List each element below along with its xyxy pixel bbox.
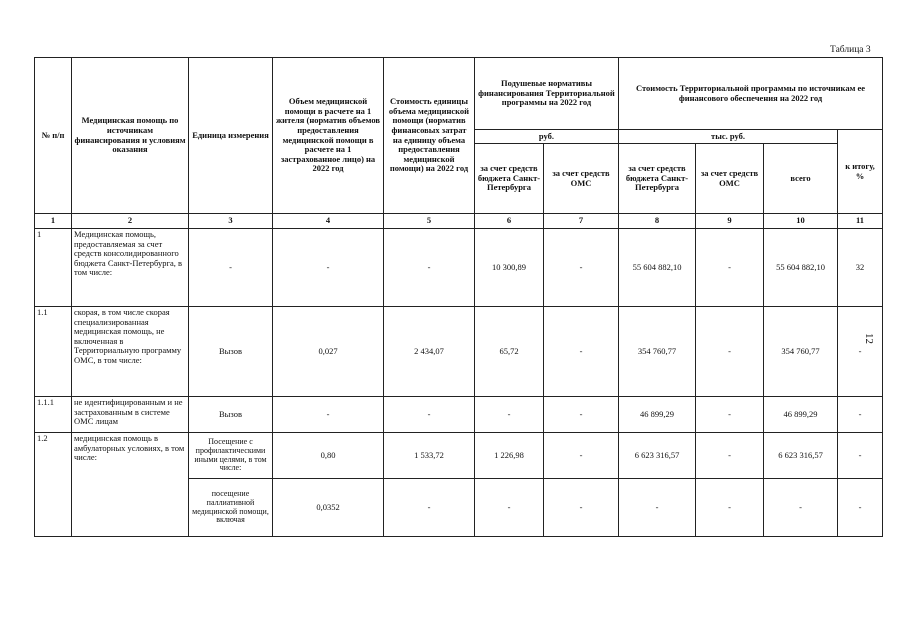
row-name: медицинская помощь в амбулаторных условиях, в том числе:	[72, 433, 189, 537]
row-share: -	[838, 397, 883, 433]
row-cost: 1 533,72	[384, 433, 475, 479]
row-oms-rub: -	[544, 433, 619, 479]
header-program-cost: Стоимость Территориальной программы по источникам ее финансового обеспечения на 2022 год	[619, 58, 883, 130]
row-cost: 2 434,07	[384, 307, 475, 397]
row-share: 32	[838, 229, 883, 307]
row-budget-thous: 354 760,77	[619, 307, 696, 397]
row-total: -	[764, 479, 838, 537]
header-thous-rub: тыс. руб.	[619, 130, 838, 144]
col-num: 6	[475, 214, 544, 229]
row-unit: Вызов	[189, 307, 273, 397]
header-care-type: Медицинская помощь по источникам финансирования и условиям оказания	[72, 58, 189, 214]
col-num: 4	[273, 214, 384, 229]
header-rub: руб.	[475, 130, 619, 144]
row-number: 1.1	[35, 307, 72, 397]
col-num: 7	[544, 214, 619, 229]
row-total: 6 623 316,57	[764, 433, 838, 479]
row-budget-rub: -	[475, 479, 544, 537]
col-num: 2	[72, 214, 189, 229]
table-row	[35, 229, 883, 307]
row-budget-rub: -	[475, 397, 544, 433]
header-budget-thous: за счет средств бюджета Санкт-Петербурга	[619, 144, 696, 214]
table-row	[35, 433, 883, 479]
col-num: 1	[35, 214, 72, 229]
header-total: всего	[764, 144, 838, 214]
header-oms-rub: за счет средств ОМС	[544, 144, 619, 214]
row-volume: 0,80	[273, 433, 384, 479]
row-total: 354 760,77	[764, 307, 838, 397]
header-unit-cost: Стоимость единицы объема медицинской помощи (норматив финансовых затрат на единицу объема предоставления медицинской помощи) на 2022 год	[384, 58, 475, 214]
table-row	[35, 397, 883, 433]
row-oms-rub: -	[544, 397, 619, 433]
row-oms-rub: -	[544, 307, 619, 397]
table-row	[35, 307, 883, 397]
col-num: 3	[189, 214, 273, 229]
row-oms-thous: -	[696, 229, 764, 307]
row-oms-thous: -	[696, 397, 764, 433]
row-name: Медицинская помощь, предоставляемая за счет средств консолидированного бюджета Санкт-Петербурга, в том числе:	[72, 229, 189, 307]
row-total: 46 899,29	[764, 397, 838, 433]
row-total: 55 604 882,10	[764, 229, 838, 307]
row-volume: 0,027	[273, 307, 384, 397]
row-budget-thous: 55 604 882,10	[619, 229, 696, 307]
row-budget-rub: 1 226,98	[475, 433, 544, 479]
row-budget-thous: -	[619, 479, 696, 537]
row-budget-thous: 6 623 316,57	[619, 433, 696, 479]
row-oms-rub: -	[544, 479, 619, 537]
row-volume: -	[273, 397, 384, 433]
row-unit: Вызов	[189, 397, 273, 433]
table-caption: Таблица 3	[830, 45, 871, 55]
row-unit: посещение паллиативной медицинской помощи, включая	[189, 479, 273, 537]
page-number: 12	[863, 333, 875, 344]
row-budget-rub: 65,72	[475, 307, 544, 397]
row-oms-thous: -	[696, 433, 764, 479]
row-number: 1	[35, 229, 72, 307]
col-num: 9	[696, 214, 764, 229]
header-volume: Объем медицинской помощи в расчете на 1 жителя (норматив объемов предоставления медицинской помощи в расчете на 1 застрахованное лицо) на 2022 год	[273, 58, 384, 214]
row-unit: Посещение с профилактическими иными целями, в том числе:	[189, 433, 273, 479]
col-num: 11	[838, 214, 883, 229]
funding-table	[34, 57, 883, 537]
row-volume: -	[273, 229, 384, 307]
row-budget-rub: 10 300,89	[475, 229, 544, 307]
row-share: -	[838, 307, 883, 397]
header-share: к итогу, %	[838, 130, 883, 214]
header-unit: Единица измерения	[189, 58, 273, 214]
row-budget-thous: 46 899,29	[619, 397, 696, 433]
col-num: 8	[619, 214, 696, 229]
row-oms-rub: -	[544, 229, 619, 307]
row-name: не идентифицированным и не застрахованным в системе ОМС лицам	[72, 397, 189, 433]
row-cost: -	[384, 397, 475, 433]
column-number-row	[35, 214, 883, 229]
header-oms-thous: за счет средств ОМС	[696, 144, 764, 214]
row-cost: -	[384, 229, 475, 307]
header-number: № п/п	[35, 58, 72, 214]
col-num: 10	[764, 214, 838, 229]
header-per-capita: Подушевые нормативы финансирования Территориальной программы на 2022 год	[475, 58, 619, 130]
col-num: 5	[384, 214, 475, 229]
row-share: -	[838, 479, 883, 537]
row-unit: -	[189, 229, 273, 307]
row-share: -	[838, 433, 883, 479]
row-oms-thous: -	[696, 479, 764, 537]
row-volume: 0,0352	[273, 479, 384, 537]
row-number: 1.1.1	[35, 397, 72, 433]
row-name: скорая, в том числе скорая специализированная медицинская помощь, не включенная в Территориальную программу ОМС, в том числе:	[72, 307, 189, 397]
row-cost: -	[384, 479, 475, 537]
row-oms-thous: -	[696, 307, 764, 397]
row-number: 1.2	[35, 433, 72, 537]
header-budget-rub: за счет средств бюджета Санкт-Петербурга	[475, 144, 544, 214]
